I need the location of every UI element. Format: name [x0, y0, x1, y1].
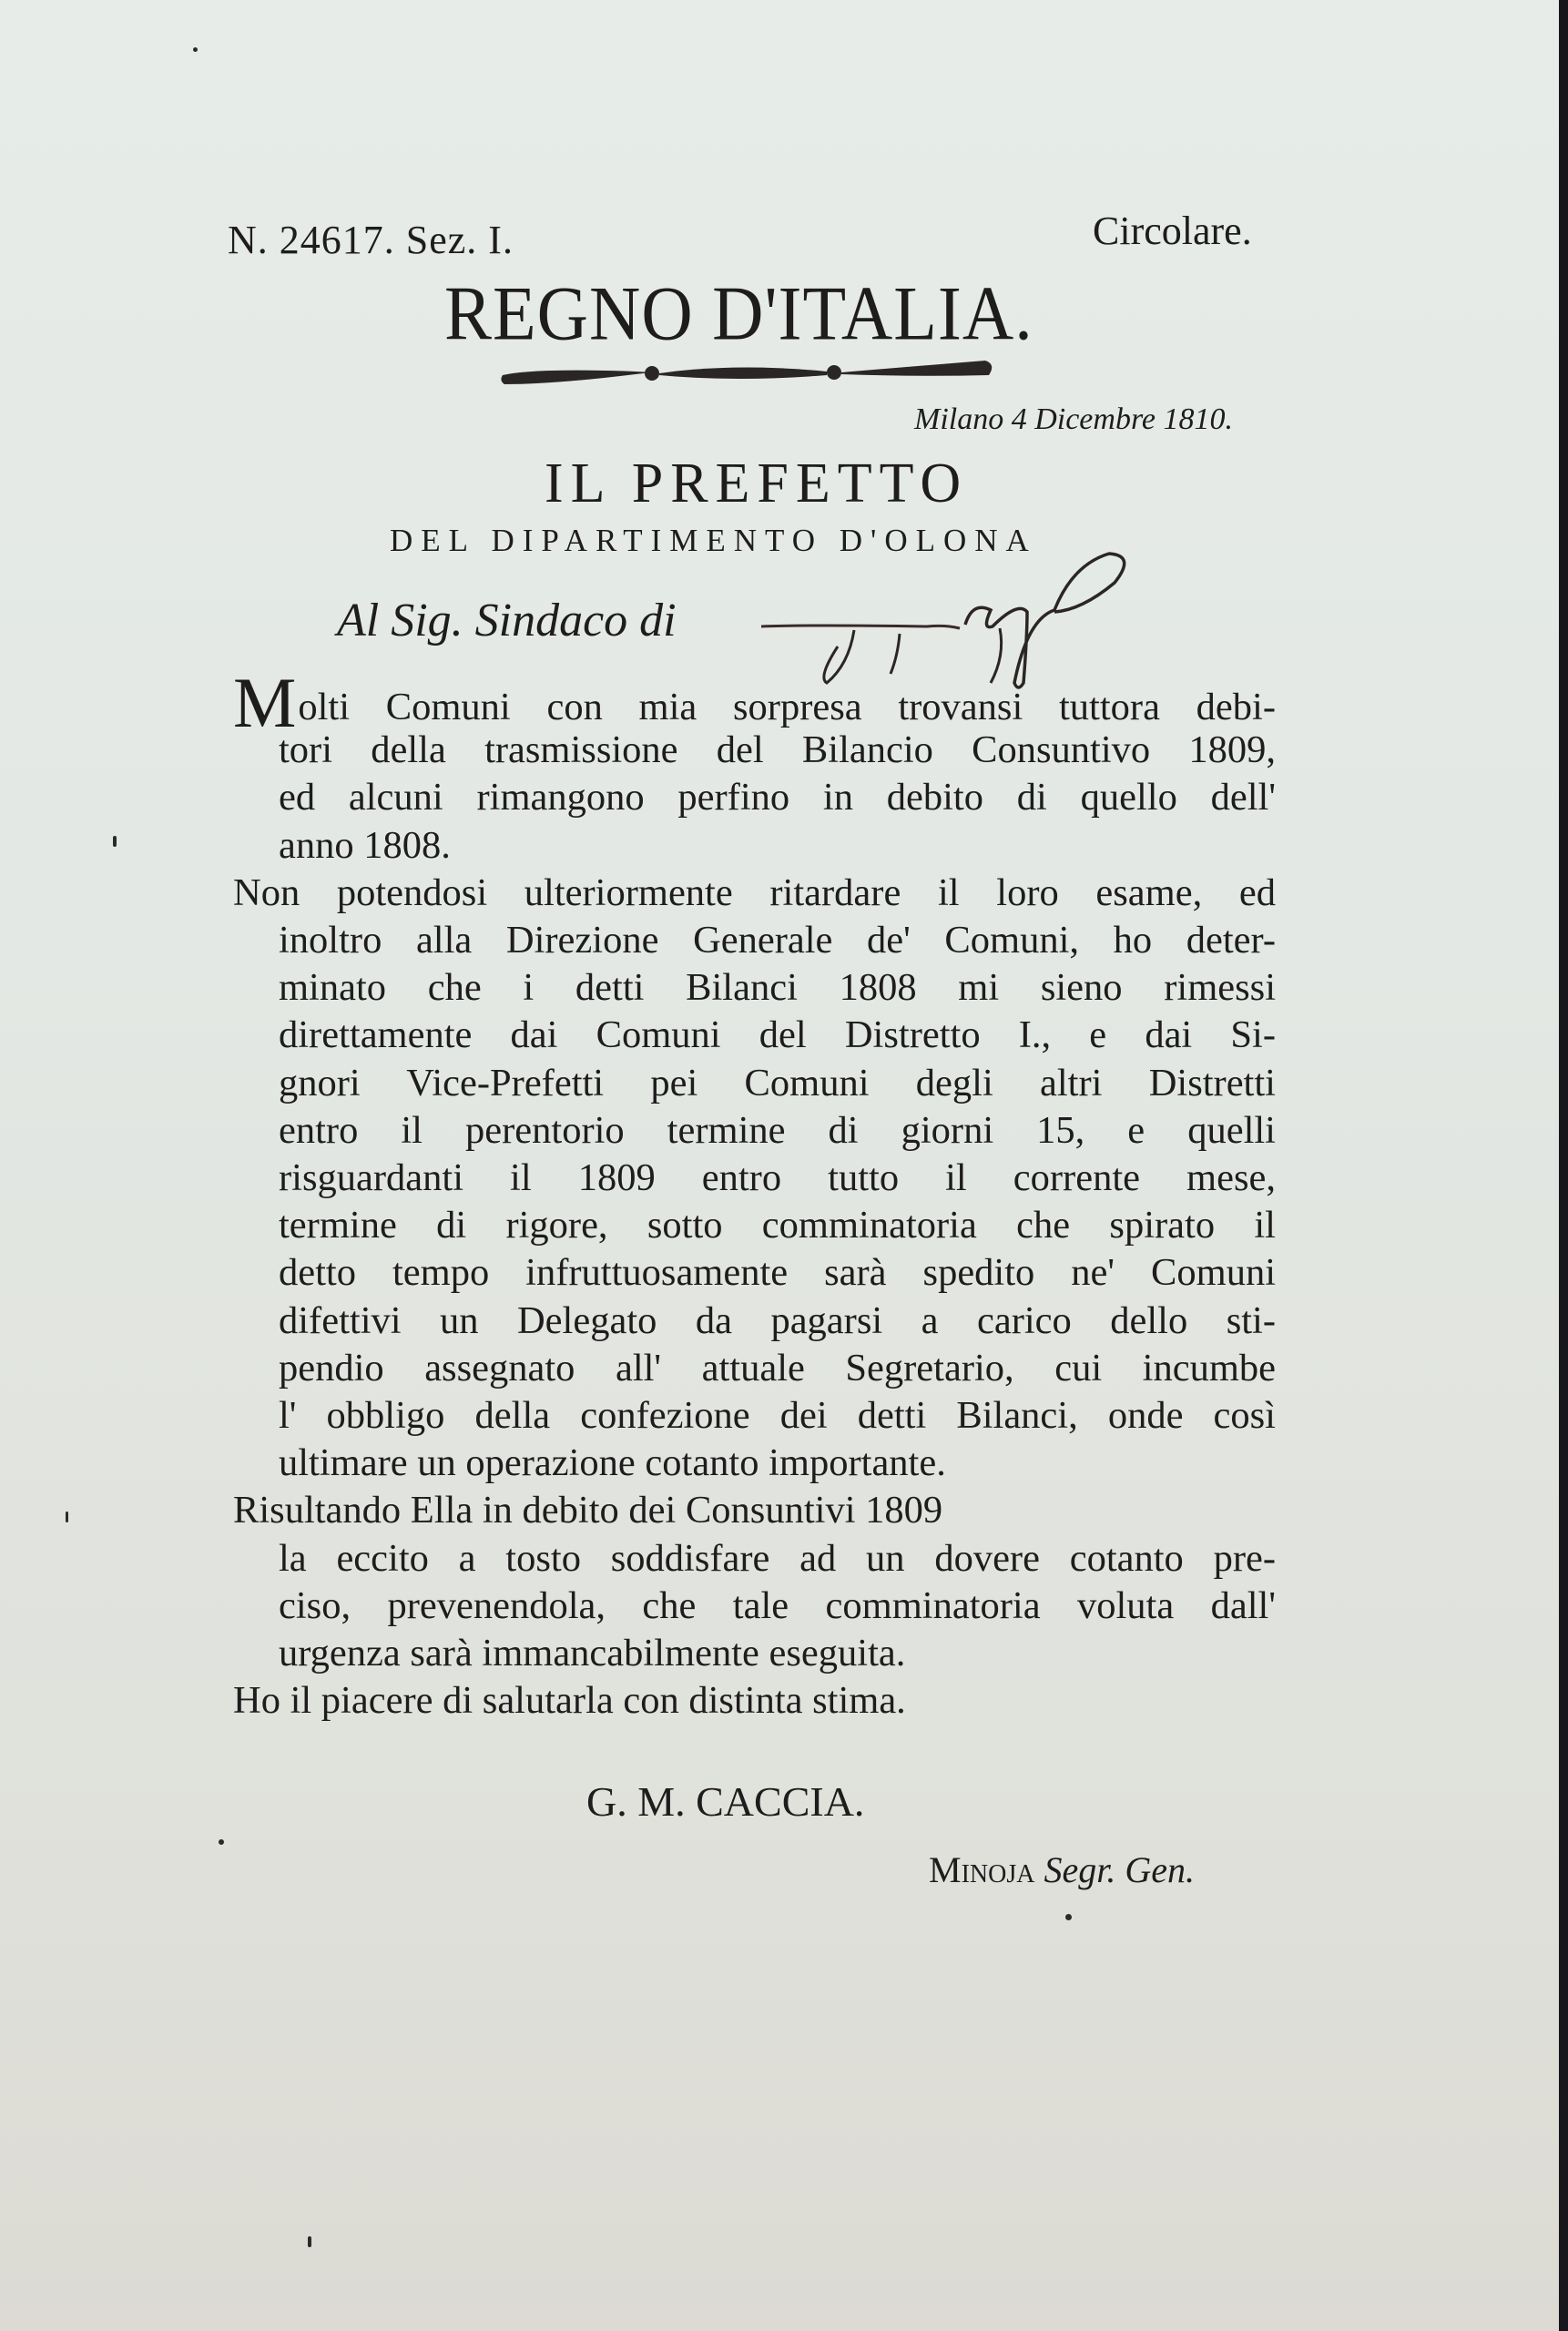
- body-line-text: ed alcuni rimangono perfino in debito di quello dell': [279, 776, 1276, 819]
- addressee-label: Al Sig. Sindaco di: [337, 595, 677, 646]
- body-line-text: olti Comuni con mia sorpresa trovansi tuttora debi-: [298, 686, 1276, 728]
- page-title: REGNO D'ITALIA.: [444, 270, 1033, 357]
- scan-border: [1559, 0, 1568, 2331]
- body-line-text: minato che i detti Bilanci 1808 mi sieno rimessi: [279, 966, 1276, 1010]
- body-line: [279, 1298, 1276, 1345]
- body-line: [279, 964, 1276, 1012]
- body-line: [279, 1107, 1276, 1155]
- body-line-text: risguardanti il 1809 entro tutto il corrente mese,: [279, 1156, 1276, 1199]
- body-line-text: Ho il piacere di salutarla con distinta stima.: [233, 1679, 906, 1723]
- signatory: G. M. CACCIA.: [586, 1778, 865, 1825]
- margin-mark: [113, 836, 117, 847]
- authority-title: IL PREFETTO: [545, 453, 969, 514]
- body-line-text: inoltro alla Direzione Generale de' Comuni, ho deter-: [279, 919, 1276, 962]
- body-line: [279, 1249, 1276, 1297]
- body-line-text: anno 1808.: [279, 823, 451, 867]
- body-line: [279, 1583, 1276, 1630]
- body-line: [233, 870, 1276, 917]
- body-line: [233, 1677, 1276, 1725]
- handwritten-addressee: [754, 546, 1264, 692]
- body-line: [279, 1630, 1276, 1677]
- body-line: [279, 727, 1276, 774]
- body-line: [279, 1392, 1276, 1440]
- body-line: [279, 1155, 1276, 1202]
- body-line-text: ciso, prevenendola, che tale comminatoria voluta dall': [279, 1583, 1276, 1627]
- body-line: [279, 917, 1276, 964]
- ink-speck: [1065, 1914, 1072, 1920]
- protocol-number: N. 24617. Sez. I.: [228, 218, 514, 262]
- ink-speck: [219, 1839, 224, 1845]
- drop-cap: M: [233, 663, 297, 742]
- secretary-name: Minoja: [929, 1849, 1035, 1890]
- body-line-text: Risultando Ella in debito dei Consuntivi 1809: [233, 1489, 943, 1532]
- authority-subtitle: DEL DIPARTIMENTO D'OLONA: [390, 523, 1037, 558]
- body-line: [279, 1012, 1276, 1059]
- body-line-text: Non potendosi ulteriormente ritardare il loro esame, ed: [233, 870, 1276, 914]
- body-line: [233, 663, 1276, 742]
- body-line-text: ultimare un operazione cotanto importante.: [279, 1441, 946, 1485]
- ink-speck: [308, 2236, 311, 2247]
- ink-speck: [193, 47, 198, 52]
- body-line-text: direttamente dai Comuni del Distretto I., e dai Si-: [279, 1013, 1276, 1057]
- body-line: [279, 1202, 1276, 1249]
- ornamental-rule-icon: [499, 357, 996, 388]
- secretary-line: [929, 1848, 1195, 1891]
- body-line-text: urgenza sarà immancabilmente eseguita.: [279, 1632, 906, 1674]
- body-line: [279, 1060, 1276, 1107]
- body-line: [279, 822, 1276, 870]
- dateline: Milano 4 Dicembre 1810.: [914, 402, 1234, 436]
- body-line: [233, 1487, 1276, 1534]
- body-line-text: pendio assegnato all' attuale Segretario, cui incumbe: [279, 1346, 1276, 1389]
- body-line-text: termine di rigore, sotto comminatoria che spirato il: [279, 1204, 1276, 1247]
- body-line-text: l' obbligo della confezione dei detti Bilanci, onde così: [279, 1394, 1276, 1437]
- body-line-text: detto tempo infruttuosamente sarà spedito ne' Comuni: [279, 1251, 1276, 1295]
- body-line: [279, 1440, 1276, 1487]
- margin-mark: [66, 1512, 68, 1522]
- body-line-text: difettivi un Delegato da pagarsi a carico dello sti-: [279, 1298, 1276, 1342]
- document-type: Circolare.: [1093, 209, 1252, 253]
- body-line-text: tori della trasmissione del Bilancio Consuntivo 1809,: [279, 728, 1276, 772]
- body-line-text: la eccito a tosto soddisfare ad un dovere cotanto pre-: [279, 1536, 1276, 1580]
- body-line: [279, 1535, 1276, 1583]
- body-line: [279, 1345, 1276, 1392]
- body-line-text: gnori Vice-Prefetti pei Comuni degli altri Distretti: [279, 1061, 1276, 1104]
- secretary-title: Segr. Gen.: [1044, 1849, 1195, 1890]
- body-line: [279, 774, 1276, 821]
- body-line-text: entro il perentorio termine di giorni 15, e quelli: [279, 1108, 1276, 1152]
